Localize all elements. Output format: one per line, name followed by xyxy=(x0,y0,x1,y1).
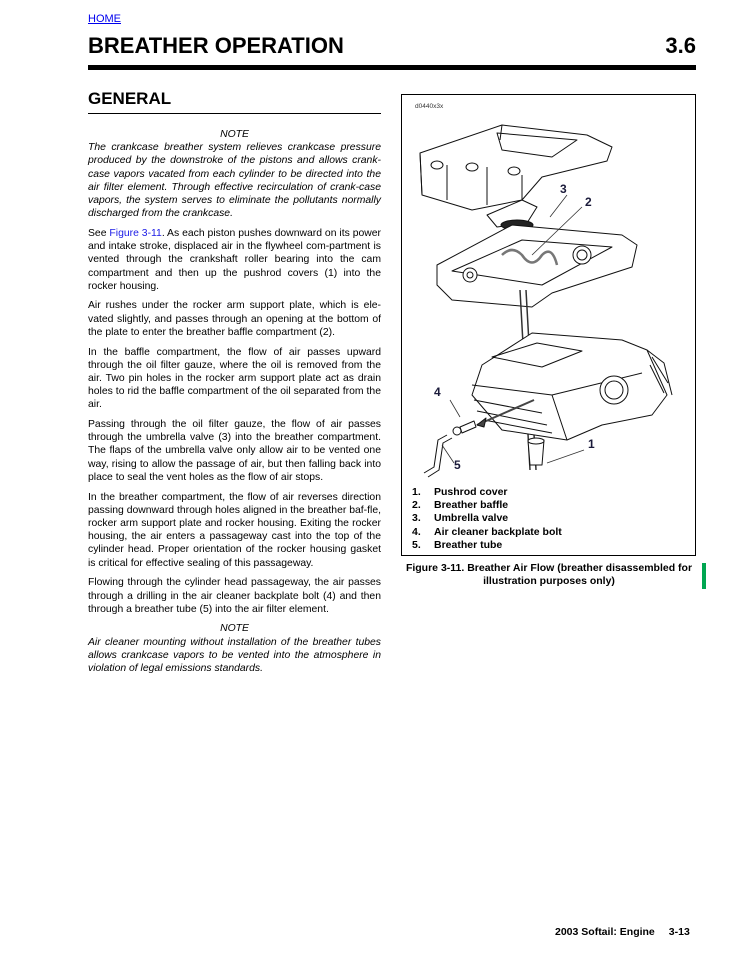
legend-label: Air cleaner backplate bolt xyxy=(434,525,562,538)
note-text: Air cleaner mounting without installation of the breather tubes allows crankcase vapors to be vented into the atmosphere in violation of legal emissions standards. xyxy=(88,636,381,675)
legend-label: Pushrod cover xyxy=(434,486,508,498)
legend-item xyxy=(412,512,562,525)
page-number: 3-13 xyxy=(668,926,690,938)
callout-4: 4 xyxy=(434,385,441,399)
paragraph: Flowing through the cylinder head passageway, the air passes through a drilling in the air cleaner backplate bolt (4) and then through a breather tube (5) into the air filter element. xyxy=(88,577,381,615)
callout-2: 2 xyxy=(585,195,592,209)
callout-5: 5 xyxy=(454,458,461,472)
legend-label: Breather tube xyxy=(434,538,503,551)
rocker-housing xyxy=(437,225,637,307)
figure-id: d0440x3x xyxy=(415,103,444,110)
legend-number: 1. xyxy=(412,486,421,498)
note-label: NOTE xyxy=(220,623,249,635)
home-link[interactable]: HOME xyxy=(88,13,121,25)
paragraph-text: See xyxy=(88,227,110,239)
legend-label: Breather baffle xyxy=(434,499,509,512)
change-marker xyxy=(702,563,706,589)
body-column xyxy=(88,128,381,682)
legend-number: 5. xyxy=(412,538,421,551)
figure-link[interactable]: Figure 3-11 xyxy=(109,227,162,239)
figure-legend xyxy=(412,486,562,552)
legend-number: 2. xyxy=(412,499,421,512)
note-text: The crankcase breather system relieves crankcase pressure produced by the downstroke of the pistons and allows crank-case vapors vacated from each cylinder to be directed into the air filter element. Through effective recirculation of crank-case vapors, the system serves to eliminate the pollutants normally discharged from the crankcase. xyxy=(88,142,381,220)
paragraph xyxy=(88,227,381,293)
paragraph: Passing through the oil filter gauze, the flow of air passes through the umbrella valve (3) into the breather compartment. The flaps of the umbrella valve only allow air to be vented one way, rising to allow the passage of air, but then falling back into place to seal the vent holes as the flow of air stops. xyxy=(88,419,381,483)
page-title: BREATHER OPERATION xyxy=(88,33,344,58)
paragraph: In the baffle compartment, the flow of air passes upward through the oil filter gauze, where the oil is removed from the air. Two pin holes in the rocker arm support plate act as drain holes to rid the baffle compartment of the oil separated from the air. xyxy=(88,346,381,411)
legend-number: 3. xyxy=(412,512,421,525)
engine-illustration xyxy=(402,95,697,485)
page-footer xyxy=(555,926,690,938)
section-heading: GENERAL xyxy=(88,89,172,108)
heading-rule xyxy=(88,113,381,114)
paragraph-text: . As each piston pushes downward on its power and intake stroke, displaced air in the flywheel com-partment is vented through the crankshaft roller bearing into the cam compartment and then up the pushrod covers (1) into the rocker housing. xyxy=(88,227,381,292)
legend-item xyxy=(412,499,562,512)
figure-box xyxy=(401,94,696,556)
paragraph: In the breather compartment, the flow of air reverses direction passing downward through holes aligned in the breather baf-fle, rocker arm support plate and rocker housing. Exiting the rocker housing, the air enters a passageway cast into the top of the cylinder head. Proper orientation of the rocker housing gasket is critical for effective sealing of this passageway. xyxy=(88,491,381,569)
section-number: 3.6 xyxy=(665,33,696,58)
paragraph: Air rushes under the rocker arm support plate, which is ele-vated slightly, and passes through an opening at the bottom of the plate to enter the breather baffle compartment (2). xyxy=(88,300,381,338)
callout-1: 1 xyxy=(588,437,595,451)
figure-caption: Figure 3-11. Breather Air Flow (breather disassembled for illustration purposes only) xyxy=(405,562,693,587)
legend-number: 4. xyxy=(412,525,421,538)
backplate-bolt xyxy=(460,421,476,433)
title-rule xyxy=(88,65,696,70)
callout-3: 3 xyxy=(560,182,567,196)
footer-book-title: 2003 Softail: Engine xyxy=(555,926,655,938)
legend-item xyxy=(412,526,562,539)
legend-item xyxy=(412,539,562,552)
breather-tube xyxy=(424,435,452,477)
legend-item xyxy=(412,486,562,499)
legend-label: Umbrella valve xyxy=(434,512,509,525)
note-label: NOTE xyxy=(220,129,249,140)
